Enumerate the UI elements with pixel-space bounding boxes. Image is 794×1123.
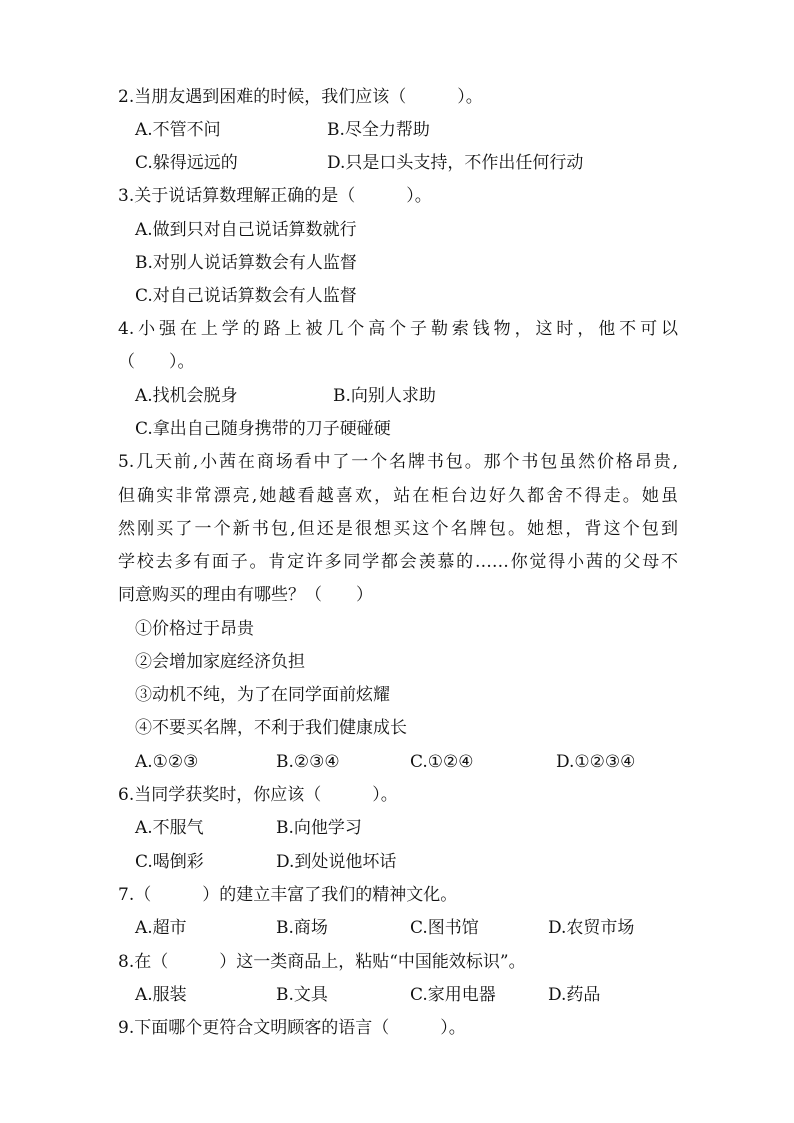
- question-5-option-b: B.②③④: [276, 752, 340, 772]
- question-3-stem: 3.关于说话算数理解正确的是（ ）。: [118, 186, 432, 206]
- question-5-item-1: ①价格过于昂贵: [135, 619, 254, 639]
- question-4-option-b: B.向别人求助: [333, 386, 436, 406]
- question-5-item-4: ④不要买名牌，不利于我们健康成长: [135, 718, 407, 738]
- question-8-option-d: D.药品: [548, 985, 601, 1005]
- question-8-stem: 8.在（ ）这一类商品上，粘贴“中国能效标识”。: [118, 952, 526, 972]
- question-5-option-a: A.①②③: [135, 752, 199, 772]
- question-8-option-a: A.服装: [135, 985, 187, 1005]
- question-3-option-c: C.对自己说话算数会有人监督: [135, 286, 357, 306]
- question-5-stem-line-1: 5.几天前,小茜在商场看中了一个名牌书包。那个书包虽然价格昂贵,: [118, 452, 678, 472]
- question-3-option-a: A.做到只对自己说话算数就行: [135, 220, 357, 240]
- question-2-stem: 2.当朋友遇到困难的时候，我们应该（ ）。: [118, 87, 483, 107]
- question-2-option-d: D.只是口头支持，不作出任何行动: [327, 153, 584, 173]
- question-4-stem-line-1: 4.小强在上学的路上被几个高个子勒索钱物，这时，他不可以: [118, 319, 678, 339]
- question-7-option-b: B.商场: [276, 918, 328, 938]
- question-3-option-b: B.对别人说话算数会有人监督: [135, 253, 357, 273]
- question-5-stem-line-5: 同意购买的理由有哪些？（ ）: [118, 585, 373, 605]
- question-8-option-c: C.家用电器: [410, 985, 496, 1005]
- question-7-option-c: C.图书馆: [410, 918, 479, 938]
- question-9-stem: 9.下面哪个更符合文明顾客的语言（ ）。: [118, 1018, 466, 1038]
- question-5-item-2: ②会增加家庭经济负担: [135, 652, 305, 672]
- question-4-option-a: A.找机会脱身: [135, 386, 238, 406]
- question-7-stem: 7.（ ）的建立丰富了我们的精神文化。: [118, 885, 458, 905]
- question-6-option-d: D.到处说他坏话: [276, 852, 397, 872]
- question-4-option-c: C.拿出自己随身携带的刀子硬碰硬: [135, 419, 391, 439]
- question-6-option-a: A.不服气: [135, 818, 204, 838]
- question-5-stem-line-4: 学校去多有面子。肯定许多同学都会羡慕的……你觉得小茜的父母不: [118, 552, 678, 572]
- question-5-option-c: C.①②④: [410, 752, 474, 772]
- question-2-option-a: A.不管不问: [135, 120, 221, 140]
- question-6-option-c: C.喝倒彩: [135, 852, 204, 872]
- question-2-option-b: B.尽全力帮助: [327, 120, 430, 140]
- question-2-option-c: C.躲得远远的: [135, 153, 238, 173]
- question-6-option-b: B.向他学习: [276, 818, 362, 838]
- question-4-stem-line-2: （ ）。: [118, 352, 195, 372]
- question-7-option-d: D.农贸市场: [548, 918, 635, 938]
- question-5-item-3: ③动机不纯，为了在同学面前炫耀: [135, 685, 390, 705]
- question-5-stem-line-3: 然刚买了一个新书包,但还是很想买这个名牌包。她想，背这个包到: [118, 519, 678, 539]
- question-5-option-d: D.①②③④: [556, 752, 636, 772]
- question-7-option-a: A.超市: [135, 918, 187, 938]
- question-8-option-b: B.文具: [276, 985, 328, 1005]
- question-5-stem-line-2: 但确实非常漂亮,她越看越喜欢，站在柜台边好久都舍不得走。她虽: [118, 486, 678, 506]
- question-6-stem: 6.当同学获奖时，你应该（ ）。: [118, 785, 398, 805]
